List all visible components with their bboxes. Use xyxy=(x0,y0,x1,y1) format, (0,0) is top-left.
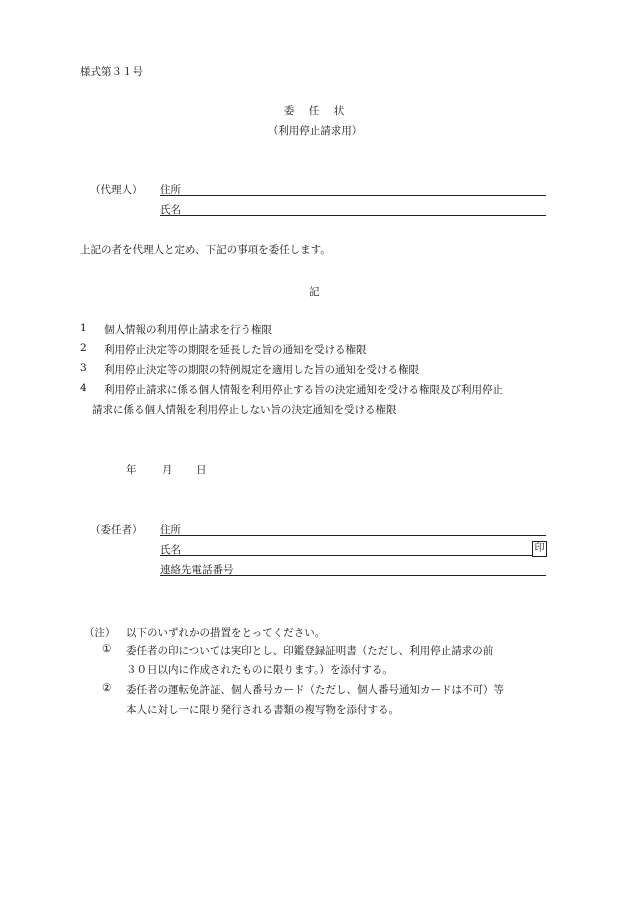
note1-mark: ① xyxy=(102,643,112,655)
note1-text-continuation: ３０日以内に作成されたものに限ります。）を添付する。 xyxy=(126,664,393,676)
principal-label: （委任者） xyxy=(90,524,143,536)
delegation-statement: 上記の者を代理人と定め、下記の事項を委任します。 xyxy=(80,244,331,256)
agent-address-line[interactable] xyxy=(160,195,546,196)
form-number: 様式第３１号 xyxy=(80,66,143,78)
agent-name-label: 氏名 xyxy=(160,204,181,216)
note2-text: 委任者の運転免許証、個人番号カード（ただし、個人番号通知カードは不可）等 xyxy=(126,684,504,696)
principal-name-line[interactable] xyxy=(160,555,532,556)
item-text: 利用停止決定等の期限を延長した旨の通知を受ける権限 xyxy=(104,344,367,356)
item-text: 利用停止請求に係る個人情報を利用停止する旨の決定通知を受ける権限及び利用停止 xyxy=(104,384,503,396)
date-day: 日 xyxy=(196,464,207,476)
principal-address-label: 住所 xyxy=(160,524,181,536)
notes-label: （注） xyxy=(84,627,116,639)
date-year: 年 xyxy=(126,464,137,476)
agent-name-line[interactable] xyxy=(160,215,546,216)
item-number: 3 xyxy=(80,362,87,374)
principal-name-label: 氏名 xyxy=(160,544,181,556)
item-text-continuation: 請求に係る個人情報を利用停止しない旨の決定通知を受ける権限 xyxy=(92,404,397,416)
ki-heading: 記 xyxy=(309,286,320,298)
principal-phone-line[interactable] xyxy=(160,575,546,576)
item-number: 2 xyxy=(80,342,87,354)
principal-address-line[interactable] xyxy=(160,535,546,536)
notes-intro: 以下のいずれかの措置をとってください。 xyxy=(126,627,326,639)
note1-text: 委任者の印については実印とし、印鑑登録証明書（ただし、利用停止請求の前 xyxy=(126,645,494,657)
principal-phone-label: 連絡先電話番号 xyxy=(160,564,234,576)
item-text: 個人情報の利用停止請求を行う権限 xyxy=(104,324,272,336)
note2-text-continuation: 本人に対し一に限り発行される書類の複写物を添付する。 xyxy=(126,704,399,716)
document-subtitle: （利用停止請求用） xyxy=(267,125,363,137)
note2-mark: ② xyxy=(102,682,112,694)
item-number: 1 xyxy=(80,322,87,334)
seal-box: 印 xyxy=(532,541,547,557)
document-title: 委 任 状 xyxy=(283,105,347,117)
agent-address-label: 住所 xyxy=(160,184,181,196)
item-number: 4 xyxy=(80,382,87,394)
agent-label: （代理人） xyxy=(90,184,143,196)
item-text: 利用停止決定等の期限の特例規定を適用した旨の通知を受ける権限 xyxy=(104,364,419,376)
date-month: 月 xyxy=(162,464,173,476)
